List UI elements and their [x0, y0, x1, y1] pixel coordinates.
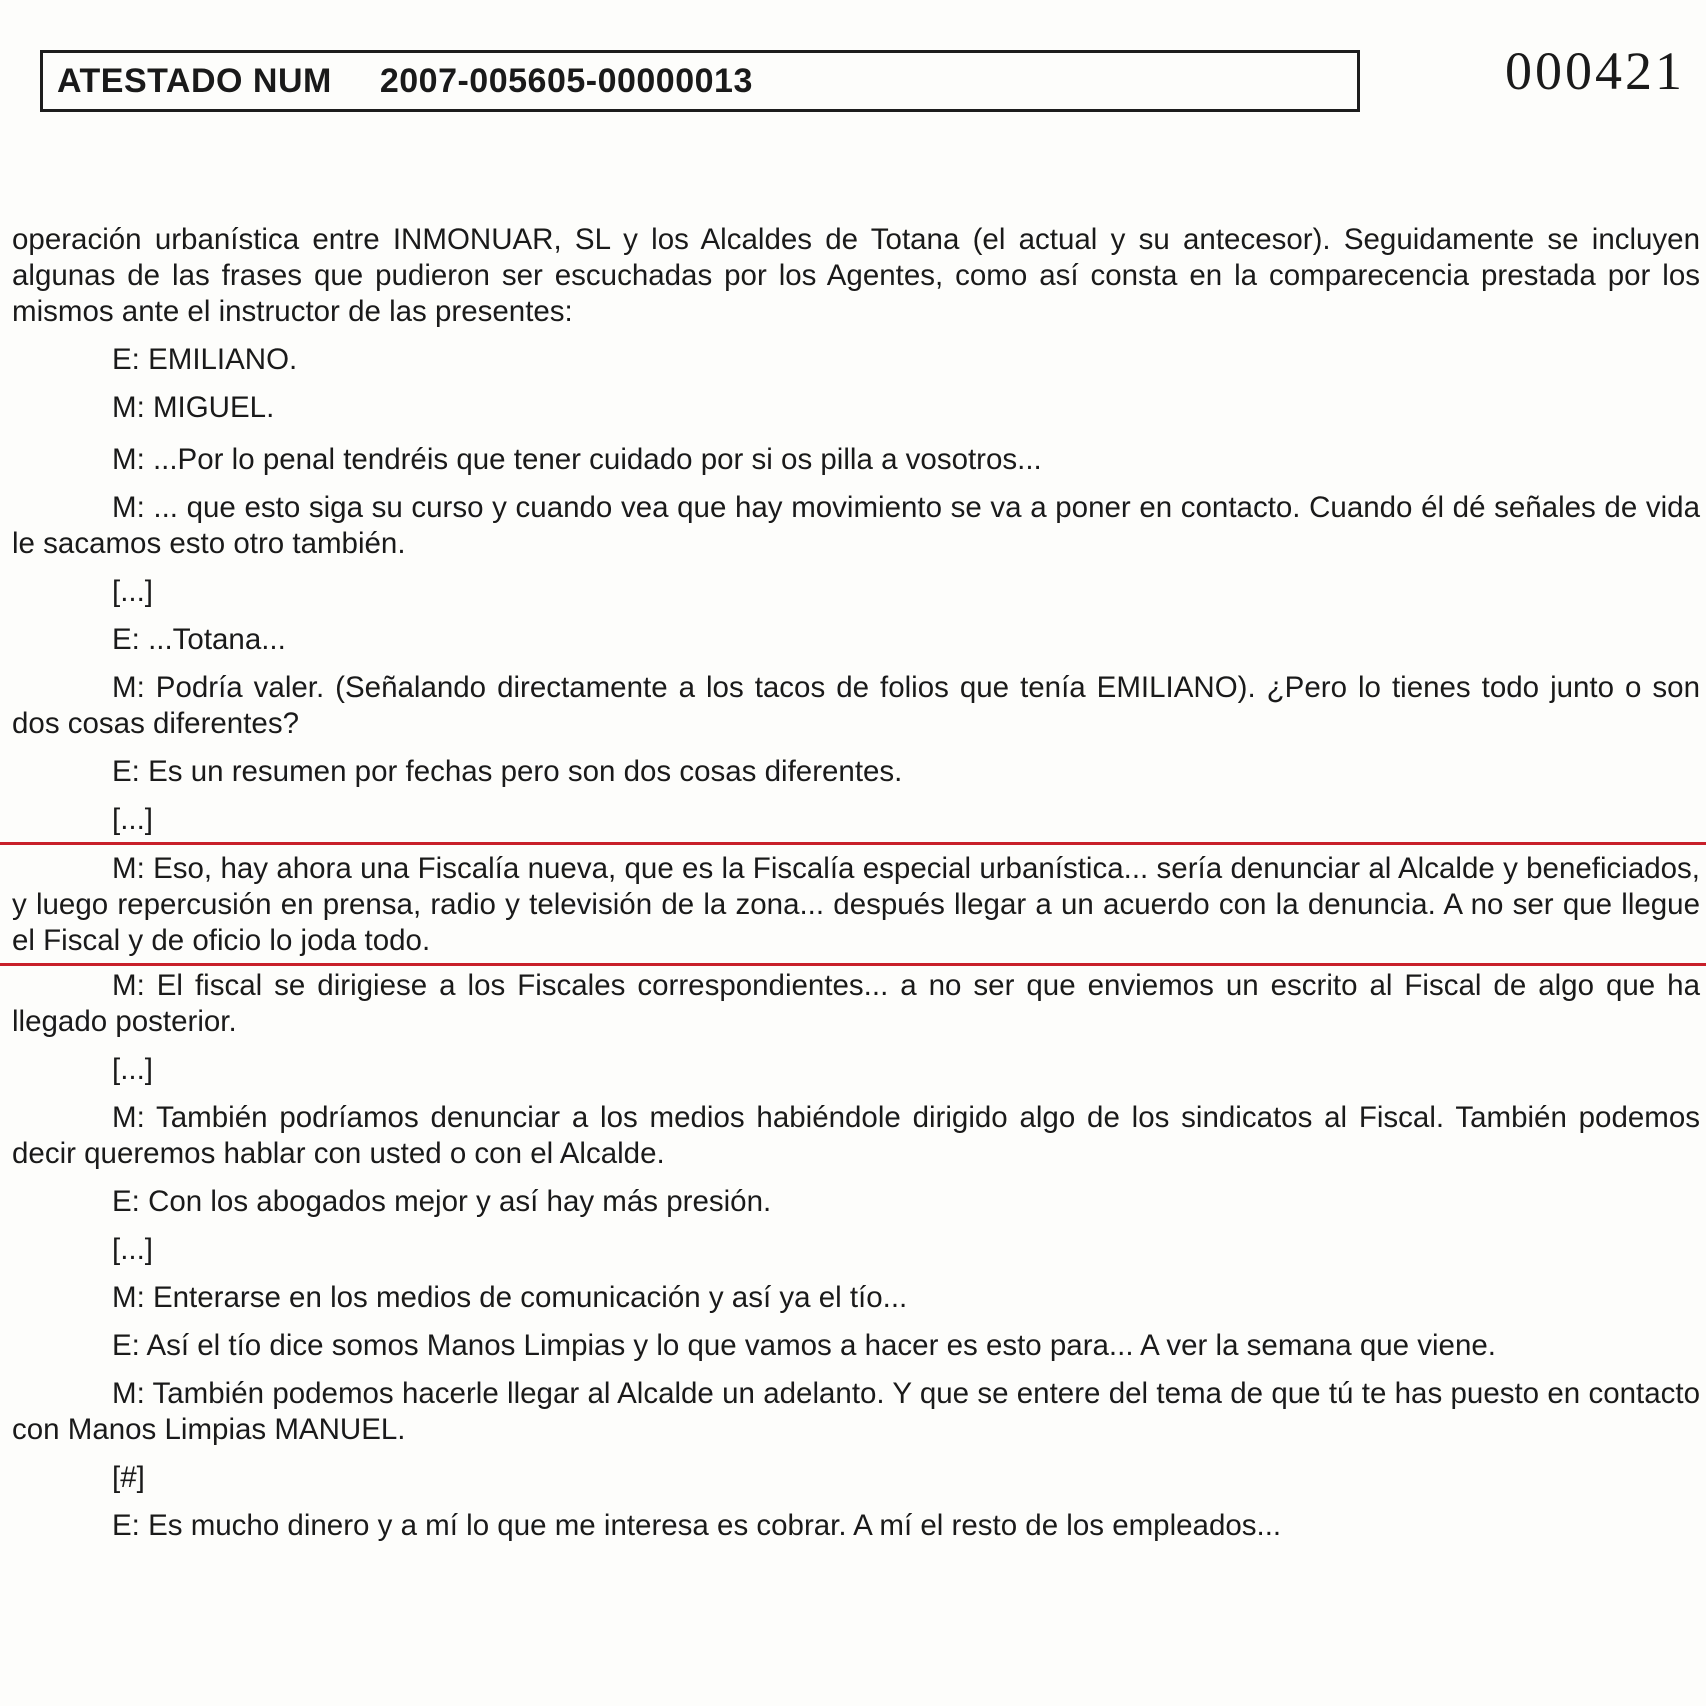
page-number: 000421 [1505, 41, 1685, 101]
redaction-marker: [#] [112, 1461, 145, 1494]
dialogue-line: E: Es un resumen por fechas pero son dos cosas diferentes. [112, 755, 903, 788]
dialogue-line: E: Con los abogados mejor y así hay más presión. [112, 1185, 772, 1218]
legend-miguel: M: MIGUEL. [112, 391, 275, 424]
atestado-number: 2007-005605-00000013 [379, 61, 753, 100]
highlighted-passage [0, 842, 1706, 966]
ellipsis-marker: [...] [112, 1233, 153, 1266]
ellipsis-marker: [...] [112, 1053, 153, 1086]
dialogue-line: M: También podemos hacerle llegar al Alcalde un adelanto. Y que se entere del tema de que tú te has puesto en contacto con Manos Limpias MANUEL. [12, 1377, 1700, 1446]
dialogue-line: M: Podría valer. (Señalando directamente a los tacos de folios que tenía EMILIANO). ¿Pero lo tienes todo junto o son dos cosas diferentes? [12, 671, 1700, 740]
legend-emiliano: E: EMILIANO. [112, 343, 298, 376]
ellipsis-marker: [...] [112, 803, 153, 836]
dialogue-line: E: Es mucho dinero y a mí lo que me interesa es cobrar. A mí el resto de los empleados... [112, 1509, 1282, 1542]
dialogue-line: M: Eso, hay ahora una Fiscalía nueva, que es la Fiscalía especial urbanística... sería denunciar al Alcalde y beneficiados, y luego repercusión en prensa, radio y televisión de la zona... después llegar a un acuerdo con la denuncia. A no ser que llegue el Fiscal y de oficio lo joda todo. [12, 852, 1700, 957]
atestado-header-box [40, 50, 1360, 112]
dialogue-line: M: El fiscal se dirigiese a los Fiscales correspondientes... a no ser que enviemos un escrito al Fiscal de algo que ha llegado posterior. [12, 969, 1700, 1038]
dialogue-line: E: ...Totana... [112, 623, 286, 656]
document-body [12, 222, 1700, 1544]
dialogue-line: M: También podríamos denunciar a los medios habiéndole dirigido algo de los sindicatos al Fiscal. También podemos decir queremos hablar con usted o con el Alcalde. [12, 1101, 1700, 1170]
dialogue-line: M: Enterarse en los medios de comunicación y así ya el tío... [112, 1281, 908, 1314]
dialogue-line: M: ... que esto siga su curso y cuando vea que hay movimiento se va a poner en contacto. Cuando él dé señales de vida le sacamos esto otro también. [12, 491, 1700, 560]
dialogue-line: E: Así el tío dice somos Manos Limpias y lo que vamos a hacer es esto para... A ver la semana que viene. [112, 1329, 1496, 1362]
dialogue-line: M: ...Por lo penal tendréis que tener cuidado por si os pilla a vosotros... [112, 443, 1042, 476]
intro-paragraph: operación urbanística entre INMONUAR, SL y los Alcaldes de Totana (el actual y su antecesor). Seguidamente se incluyen algunas de las frases que pudieron ser escuchadas por los Agentes, como así consta en la comparecencia prestada por los mismos ante el instructor de las presentes: [12, 223, 1700, 328]
ellipsis-marker: [...] [112, 575, 153, 608]
atestado-label: ATESTADO NUM [57, 61, 332, 100]
